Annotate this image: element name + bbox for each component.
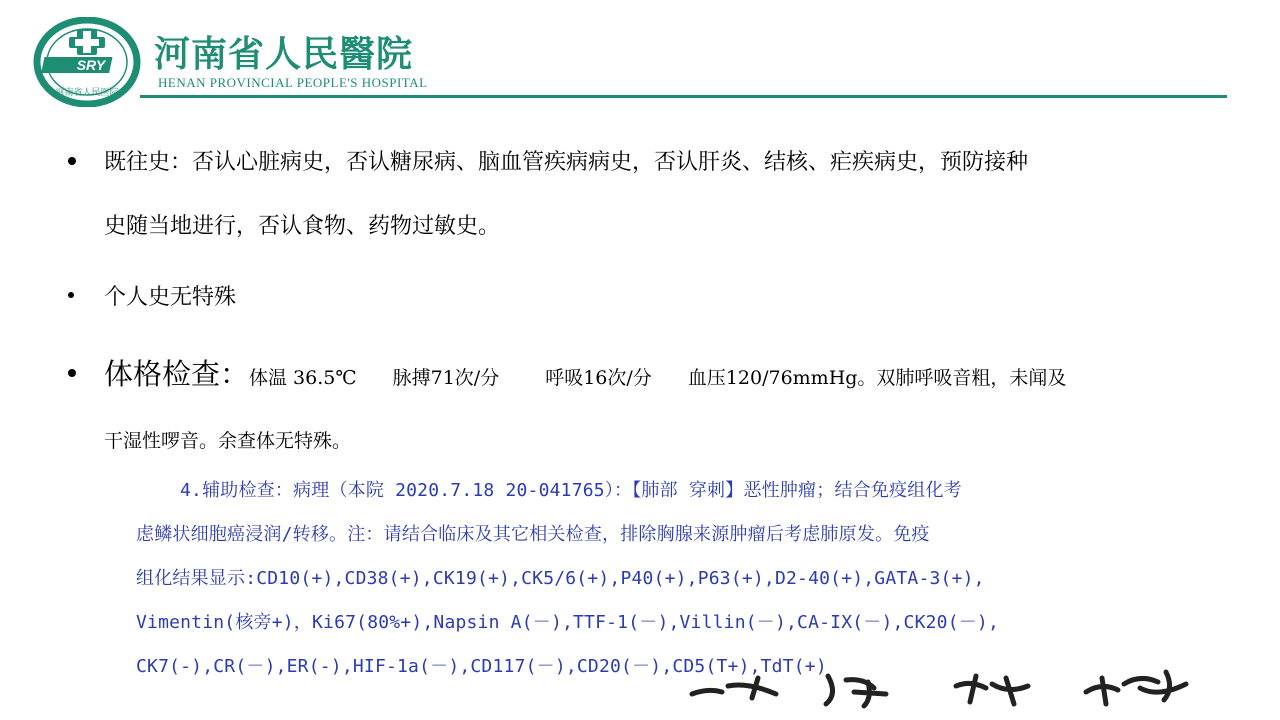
bullet-physical-exam: [68, 369, 76, 377]
hospital-name-en: HENAN PROVINCIAL PEOPLE'S HOSPITAL: [158, 75, 428, 90]
hospital-name: 河南省人民醫院: [154, 34, 414, 75]
past-history-line2: 史随当地进行，否认食物、药物过敏史。: [104, 214, 501, 239]
hospital-logo: [33, 17, 141, 107]
brush-calligraphy-decoration: [688, 664, 1198, 712]
personal-history: 个人史无特殊: [104, 285, 237, 310]
header: [0, 0, 1280, 110]
vital-pulse: 脉搏71次/分: [392, 367, 500, 389]
bullet-personal-history: [68, 292, 74, 298]
aux-line-1: 4.辅助检查：病理（本院 2020.7.18 20-041765）：【肺部 穿刺】恶性肿瘤；结合免疫组化考: [180, 480, 962, 501]
physical-exam-line2: 干湿性啰音。余查体无特殊。: [104, 430, 352, 452]
aux-line-4: Vimentin(核旁+)，Ki67(80%+),Napsin A(－),TTF-1(－),Villin(－),CA-IX(－),CK20(－),: [136, 612, 999, 633]
header-divider: [140, 95, 1227, 98]
physical-exam-label: 体格检查：: [104, 357, 250, 391]
logo-text: SRY: [76, 57, 106, 73]
logo-ring-text: 河南省人民医院: [55, 88, 119, 98]
aux-line-5: CK7(-),CR(－),ER(-),HIF-1a(－),CD117(－),CD20(－),CD5(T+),TdT(+): [136, 656, 827, 677]
vital-temp: 体温 36.5℃: [249, 367, 357, 389]
aux-line-3: 组化结果显示:CD10(+),CD38(+),CK19(+),CK5/6(+),P40(+),P63(+),D2-40(+),GATA-3(+),: [136, 568, 985, 589]
past-history-line1: 既往史：否认心脏病史，否认糖尿病、脑血管疾病病史，否认肝炎、结核、疟疾病史，预防接种: [104, 150, 1029, 175]
vital-resp: 呼吸16次/分: [545, 367, 652, 389]
physical-exam-line1: [104, 352, 1066, 393]
aux-line-2: 虑鳞状细胞癌浸润/转移。注：请结合临床及其它相关检查，排除胸腺来源肿瘤后考虑肺原发。免疫: [136, 524, 930, 545]
vital-bp-lungs: 血压120/76mmHg。双肺呼吸音粗，未闻及: [687, 367, 1067, 389]
bullet-past-history: [68, 157, 76, 165]
